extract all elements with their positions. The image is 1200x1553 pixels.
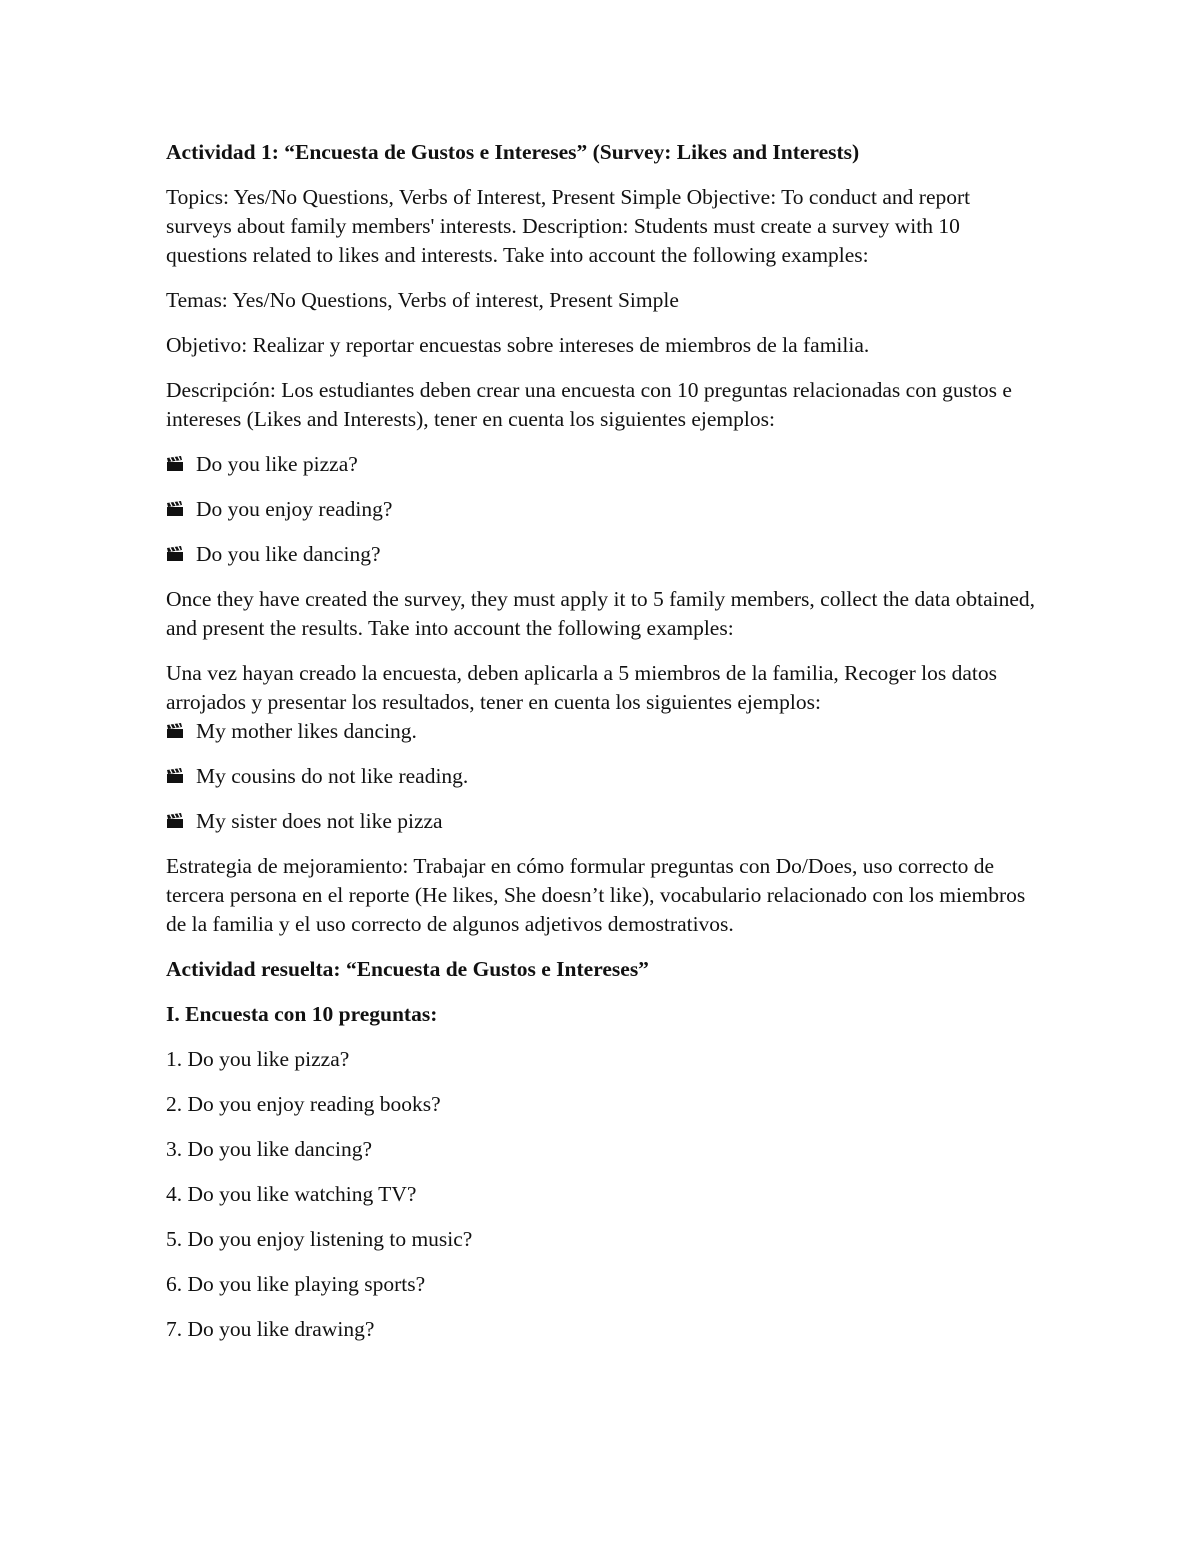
example-question-text: Do you like dancing? [196,542,381,566]
example-question-text: Do you enjoy reading? [196,497,393,521]
descripcion-paragraph: Descripción: Los estudiantes deben crear una encuesta con 10 preguntas relacionadas con gustos e intereses (Likes and Interests), tener en cuenta los siguientes ejemplos: [166,378,1012,431]
intro-english: Topics: Yes/No Questions, Verbs of Interest, Present Simple Objective: To conduct and report surveys about family members' interests. Description: Students must create a survey with 10 questions related to likes and interests. Take into account the following examples: [166,185,971,267]
clapperboard-icon [166,762,196,791]
list-item: 6. Do you like playing sports? [166,1272,426,1296]
list-item [166,450,1036,479]
list-item: 1. Do you like pizza? [166,1047,350,1071]
example-result-text: My mother likes dancing. [196,719,417,743]
list-item [166,540,1036,569]
once-spanish-paragraph: Una vez hayan creado la encuesta, deben aplicarla a 5 miembros de la familia, Recoger los datos arrojados y presentar los resultados, tener en cuenta los siguientes ejemplos: [166,661,997,714]
list-item: 2. Do you enjoy reading books? [166,1092,441,1116]
clapperboard-icon [166,450,196,479]
list-item: 4. Do you like watching TV? [166,1182,417,1206]
survey-questions-list [166,1045,1036,1344]
list-item [166,762,1036,791]
list-item [166,807,1036,836]
resuelta-title: Actividad resuelta: “Encuesta de Gustos e Intereses” [166,957,649,981]
example-result-text: My cousins do not like reading. [196,764,469,788]
list-item: 5. Do you enjoy listening to music? [166,1227,473,1251]
clapperboard-icon [166,495,196,524]
activity-title: Actividad 1: “Encuesta de Gustos e Intereses” (Survey: Likes and Interests) [166,140,860,164]
clapperboard-icon [166,540,196,569]
example-result-text: My sister does not like pizza [196,809,443,833]
section-one-title: I. Encuesta con 10 preguntas: [166,1002,438,1026]
list-item [166,495,1036,524]
list-item: 7. Do you like drawing? [166,1317,375,1341]
temas-line: Temas: Yes/No Questions, Verbs of interest, Present Simple [166,288,679,312]
list-item [166,717,1036,746]
list-item: 3. Do you like dancing? [166,1137,372,1161]
once-english-paragraph: Once they have created the survey, they must apply it to 5 family members, collect the data obtained, and present the results. Take into account the following examples: [166,587,1036,640]
document-page [166,138,1036,1360]
clapperboard-icon [166,807,196,836]
example-question-text: Do you like pizza? [196,452,358,476]
objetivo-line: Objetivo: Realizar y reportar encuestas sobre intereses de miembros de la familia. [166,333,870,357]
example-questions-list [166,450,1036,569]
clapperboard-icon [166,717,196,746]
estrategia-paragraph: Estrategia de mejoramiento: Trabajar en cómo formular preguntas con Do/Does, uso correcto de tercera persona en el reporte (He likes, She doesn’t like), vocabulario relacionado con los miembros de la familia y el uso correcto de algunos adjetivos demostrativos. [166,854,1026,936]
example-results-list [166,717,1036,836]
